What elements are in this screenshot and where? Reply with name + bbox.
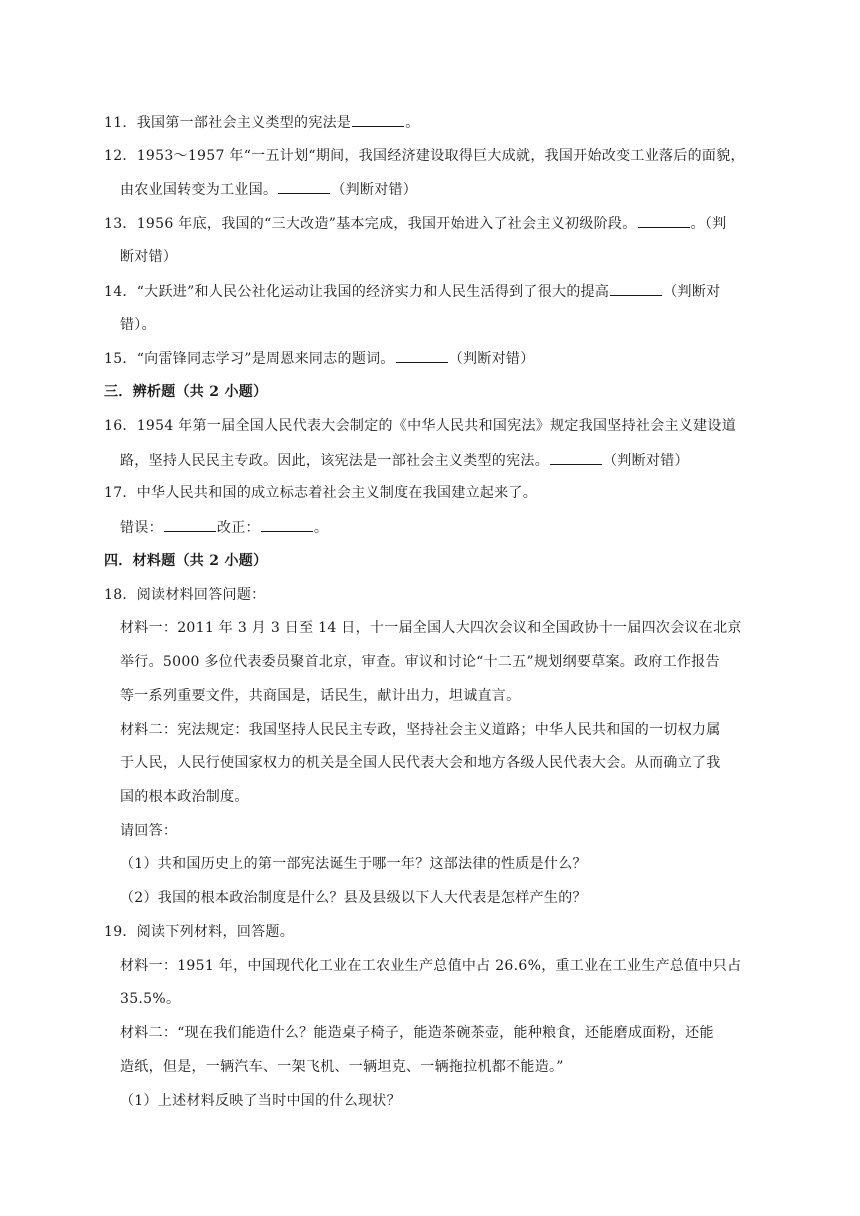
section-heading-3: 三．辨析题（共 2 小题） bbox=[104, 384, 268, 400]
question-13-line2: 断对错） bbox=[120, 249, 178, 265]
q18-subquestion-2: （2）我国的根本政治制度是什么？县及县级以下人大代表是怎样产生的？ bbox=[120, 890, 587, 906]
question-16-line2: 路，坚持人民民主专政。因此，该宪法是一部社会主义类型的宪法。 （判断对错） bbox=[120, 453, 689, 469]
correction-blank[interactable] bbox=[261, 518, 313, 532]
q18-material2-line1: 材料二：宪法规定：我国坚持人民民主专政，坚持社会主义道路；中华人民共和国的一切权力属 bbox=[120, 722, 721, 738]
answer-blank[interactable] bbox=[550, 451, 602, 465]
question-11: 11．我国第一部社会主义类型的宪法是 。 bbox=[104, 115, 420, 131]
question-17-line2: 错误： 改正： 。 bbox=[120, 520, 329, 536]
q19-material2-line2: 造纸，但是，一辆汽车、一架飞机、一辆坦克、一辆拖拉机都不能造。” bbox=[120, 1059, 564, 1075]
q19-subquestion-1: （1）上述材料反映了当时中国的什么现状？ bbox=[120, 1093, 401, 1109]
q18-material2-line2: 于人民，人民行使国家权力的机关是全国人民代表大会和地方各级人民代表大会。从而确立了我 bbox=[120, 755, 721, 771]
question-19-stem: 19．阅读下列材料，回答题。 bbox=[104, 924, 295, 940]
answer-blank[interactable] bbox=[278, 180, 330, 194]
question-text: 11．我国第一部社会主义类型的宪法是 bbox=[104, 115, 352, 131]
q19-material1-line1: 材料一：1951 年，中国现代化工业在工农业生产总值中占 26.6%，重工业在工业生产总值中只占 bbox=[120, 958, 742, 974]
question-12-line2: 由农业国转变为工业国。 （判断对错） bbox=[120, 182, 418, 198]
error-blank[interactable] bbox=[164, 518, 216, 532]
question-18-stem: 18．阅读材料回答问题： bbox=[104, 587, 266, 603]
answer-blank[interactable] bbox=[352, 113, 404, 127]
q18-subquestion-1: （1）共和国历史上的第一部宪法诞生于哪一年？这部法律的性质是什么？ bbox=[120, 856, 587, 872]
q18-material2-line3: 国的根本政治制度。 bbox=[120, 789, 249, 805]
question-15: 15．“向雷锋同志学习”是周恩来同志的题词。 （判断对错） bbox=[104, 351, 535, 367]
question-14-line1: 14．“大跃进”和人民公社化运动让我国的经济实力和人民生活得到了很大的提高 （判断对 bbox=[104, 284, 721, 300]
question-17-line1: 17．中华人民共和国的成立标志着社会主义制度在我国建立起来了。 bbox=[104, 485, 538, 501]
question-14-line2: 错）。 bbox=[120, 317, 156, 333]
correction-label: 改正： bbox=[216, 520, 260, 536]
question-12-line1: 12．1953～1957 年“一五计划“期间，我国经济建设取得巨大成就，我国开始改变工业落后的面貌， bbox=[104, 148, 745, 164]
section-heading-4: 四．材料题（共 2 小题） bbox=[104, 553, 268, 569]
q18-material1-line1: 材料一：2011 年 3 月 3 日至 14 日，十一届全国人大四次会议和全国政协十一届四次会议在北京 bbox=[120, 620, 742, 636]
q19-material2-line1: 材料二：“现在我们能造什么？能造桌子椅子，能造茶碗茶壶，能种粮食，还能磨成面粉，还能 bbox=[120, 1025, 714, 1041]
q18-material1-line3: 等一系列重要文件，共商国是，话民生，献计出力，坦诚直言。 bbox=[120, 688, 521, 704]
answer-blank[interactable] bbox=[638, 214, 690, 228]
q18-ask: 请回答： bbox=[120, 823, 178, 839]
question-16-line1: 16．1954 年第一届全国人民代表大会制定的《中华人民共和国宪法》规定我国坚持社会主义建设道 bbox=[104, 418, 736, 434]
q19-material1-line2: 35.5%。 bbox=[120, 991, 181, 1007]
q18-material1-line2: 举行。5000 多位代表委员聚首北京，审查。审议和讨论“十二五”规划纲要草案。政府工作报告 bbox=[120, 654, 720, 670]
error-label: 错误： bbox=[120, 520, 163, 536]
answer-blank[interactable] bbox=[610, 282, 662, 296]
question-13-line1: 13．1956 年底，我国的“三大改造”基本完成，我国开始进入了社会主义初级阶段。 。（判 bbox=[104, 216, 727, 232]
answer-blank[interactable] bbox=[396, 349, 448, 363]
